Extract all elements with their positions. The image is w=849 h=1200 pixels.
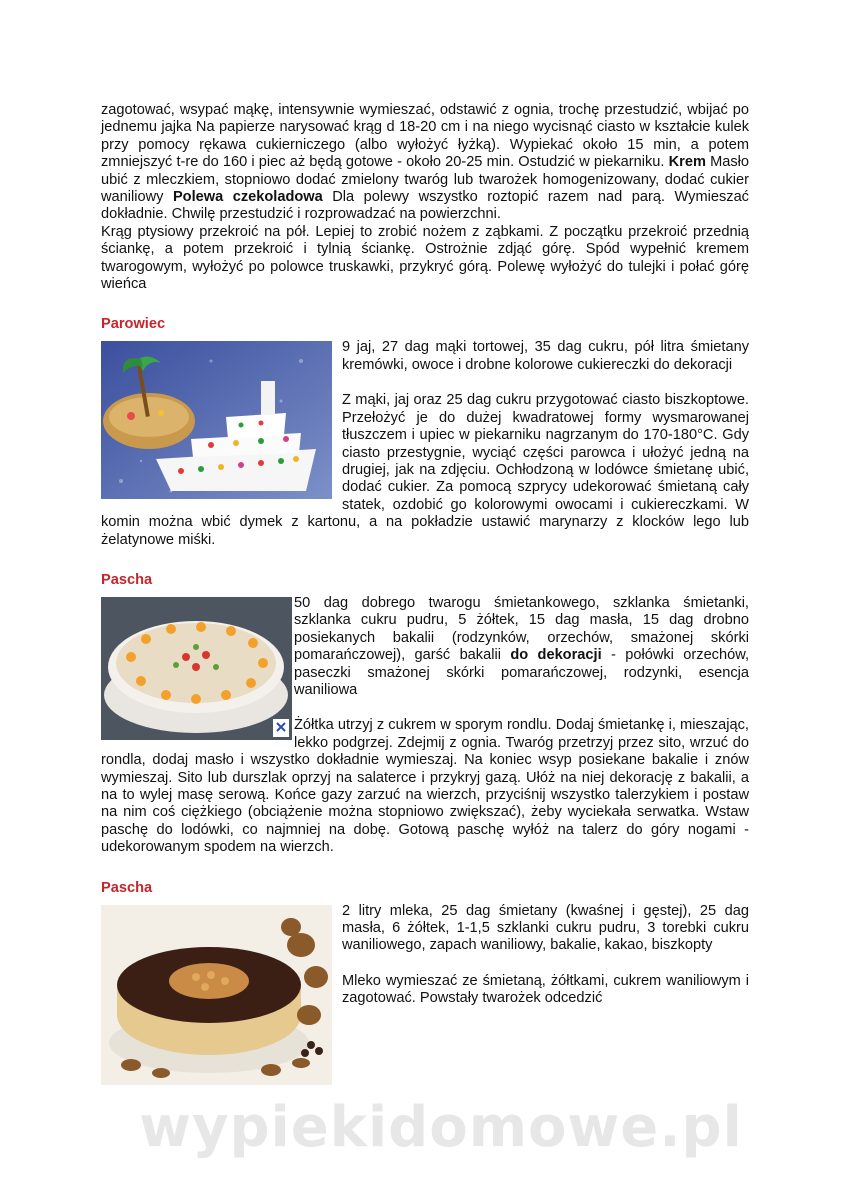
chocolate-pascha-photo: [101, 905, 332, 1085]
pascha-ingredients-b: - połówki orzechów, paseczki smażonej skórki pomarańczowej, rodzynki, esencja waniliowa: [294, 647, 750, 698]
pascha-cake-photo: [101, 597, 292, 740]
site-watermark: wypiekidomowe.pl: [139, 1095, 743, 1160]
intro-paragraph-2: Krąg ptysiowy przekroić na pół. Lepiej to zrobić nożem z ząbkami. Z początku przekroić przednią ściankę, a potem przekroić i tylnią ściankę. Ostrożnie zdjąć górę. Spód wypełnić kremem twarogowym, wyłożyć po polowce truskawki, przykryć górą. Polewę wyłożyć do tulejki i połać górę wieńca: [101, 223, 749, 293]
polewa-label: Polewa czekoladowa: [172, 189, 323, 206]
recipe-title-pascha-2: Pascha: [101, 879, 153, 896]
recipe-title-parowiec: Parowiec: [101, 316, 166, 333]
pascha-ingredients-bold: do dekoracji: [510, 647, 602, 664]
pascha-method: Żółtka utrzyj z cukrem w sporym rondlu. Dodaj śmietankę i, mieszając, lekko podgrzej. Zdejmij z ognia. Twaróg przetrzyj przez sito, wrzuć do rondla, dodaj masło i wszystko dokładnie wymieszaj. Na koniec wsyp posiekane bakalie i znów wymieszaj. Sito lub durszlak oprzyj na salaterce i przykryj gazą. Ułóż na niej dekorację z bakalii, a na to wylej masę serową. Końce gazy zarzuć na wierzch, przyciśnij wszystko talerzykiem i postaw na nim coś ciężkiego (obciążenie można stopniowo zwiększać), żeby wyciekała serwatka. Wstaw paschę do lodówki, co najmniej na dobę. Gotową paschę wyłóż na talerz do góry nogami - udekorowanym spodem na wierzch.: [101, 717, 749, 856]
document-page: [101, 102, 749, 1089]
intro-text-c: Dla polewy wszystko roztopić razem nad parą. Wymieszać dokładnie. Chwilę przestudzić i rozprowadzać na powierzchni.: [101, 189, 749, 223]
intro-paragraph-1: [101, 102, 749, 224]
pascha-ingredients-a: 50 dag dobrego twarogu śmietankowego, szklanka śmietanki, szklanka cukru pudru, 5 żółtek, 15 dag masła, 15 dag drobno posiekanych bakalii (rodzynków, orzechów, smażonej skórki pomarańczowej), garść bakalii: [294, 594, 749, 664]
intro-text-a: zagotować, wsypać mąkę, intensywnie wymieszać, odstawić z ognia, trochę przestudzić, wbijać po jednemu jajka Na papierze narysować krąg d 18-20 cm i na niego wycisnąć ciasto w kształcie kulek przy pomocy rękawa cukierniczego (albo wyłożyć łyżką). Wypiekać około 15 min, a potem zmniejszyć t-re do 160 i piec aż będą gotowe - około 20-25 min. Ostudzić w piekarniku.: [101, 102, 749, 171]
pascha2-method: Mleko wymieszać ze śmietaną, żółtkami, cukrem waniliowym i zagotować. Powstały twarożek odcedzić: [342, 972, 749, 1007]
krem-label: Krem: [668, 154, 706, 171]
recipe-title-pascha-1: Pascha: [101, 571, 153, 588]
parowiec-method: Z mąki, jaj oraz 25 dag cukru przygotować ciasto biszkoptowe. Przełożyć je do dużej kwadratowej formy wysmarowanej tłuszczem i upiec w piekarniku nagrzanym do 170-180°C. Gdy ciasto przestygnie, wyciąć części parowca i ułożyć jedną na drugiej, jak na zdjęciu. Ochłodzoną w lodówce śmietanę ubić, dodać cukier. Za pomocą szprycy udekorować śmietaną cały statek, ozdobić go kolorowymi owocami i cukiereczkami. W komin można wbić dymek z kartonu, a na pokładzie ustawić marynarzy z klocków lego lub żelatynowe miśki.: [101, 392, 749, 548]
parowiec-ingredients: 9 jaj, 27 dag mąki tortowej, 35 dag cukru, pół litra śmietany kremówki, owoce i drobne kolorowe cukiereczki do dekoracji: [342, 339, 749, 373]
pascha2-ingredients: 2 litry mleka, 25 dag śmietany (kwaśnej i gęstej), 25 dag masła, 6 żółtek, 1-1,5 szklanki cukru pudru, 3 torebki cukru waniliowego, zapach waniliowy, bakalie, kakao, biszkopty: [342, 902, 749, 954]
ship-cake-photo: [101, 341, 332, 499]
intro-text-b: Masło ubić z mleczkiem, stopniowo dodać zmielony twaróg lub twarożek homogenizowany, dodać cukier waniliowy: [101, 154, 750, 206]
